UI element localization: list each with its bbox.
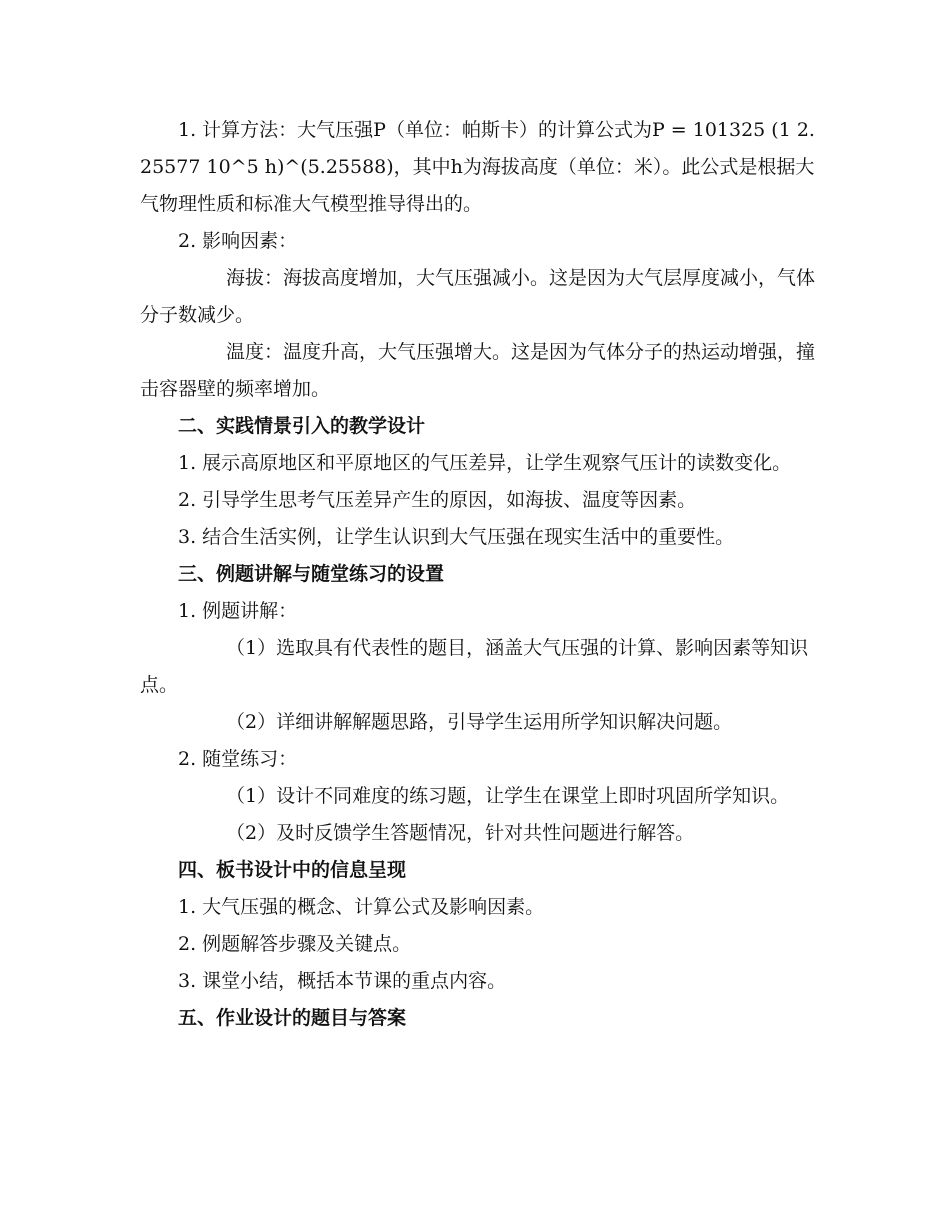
example-explanation-label: 1. 例题讲解： [178,600,298,622]
section-5-heading: 五、作业设计的题目与答案 [178,1007,407,1029]
section-4-item-3: 3. 课堂小结，概括本节课的重点内容。 [178,970,507,992]
temperature-factor-paragraph: 温度：温度升高，大气压强增大。这是因为气体分子的热运动增强，撞击容器壁的频率增加。 [140,341,816,400]
section-3-heading: 三、例题讲解与随堂练习的设置 [178,563,445,585]
section-4-item-2: 2. 例题解答步骤及关键点。 [178,933,412,955]
section-2-item-3: 3. 结合生活实例，让学生认识到大气压强在现实生活中的重要性。 [178,526,735,548]
section-2-heading: 二、实践情景引入的教学设计 [178,415,426,437]
section-2-item-1: 1. 展示高原地区和平原地区的气压差异，让学生观察气压计的读数变化。 [178,452,792,474]
example-explanation-item-2: （2）详细讲解解题思路，引导学生运用所学知识解决问题。 [226,711,733,733]
document-body [140,112,820,1037]
calc-method-paragraph: 1. 计算方法：大气压强P（单位：帕斯卡）的计算公式为P = 101325 (1 2.25577 10^5 h)^(5.25588)，其中h为海拔高度（单位：米）。此公式是根据大气物理性质和标准大气模型推导得出的。 [140,119,815,215]
factors-label: 2. 影响因素： [178,230,298,252]
section-4-item-1: 1. 大气压强的概念、计算公式及影响因素。 [178,896,545,918]
example-explanation-item-1: （1）选取具有代表性的题目，涵盖大气压强的计算、影响因素等知识点。 [140,637,809,696]
in-class-practice-label: 2. 随堂练习： [178,748,298,770]
in-class-practice-item-1: （1）设计不同难度的练习题，让学生在课堂上即时巩固所学知识。 [226,785,790,807]
section-2-item-2: 2. 引导学生思考气压差异产生的原因，如海拔、温度等因素。 [178,489,697,511]
section-4-heading: 四、板书设计中的信息呈现 [178,859,407,881]
altitude-factor-paragraph: 海拔：海拔高度增加，大气压强减小。这是因为大气层厚度减小，气体分子数减少。 [140,267,816,326]
in-class-practice-item-2: （2）及时反馈学生答题情况，针对共性问题进行解答。 [226,822,695,844]
